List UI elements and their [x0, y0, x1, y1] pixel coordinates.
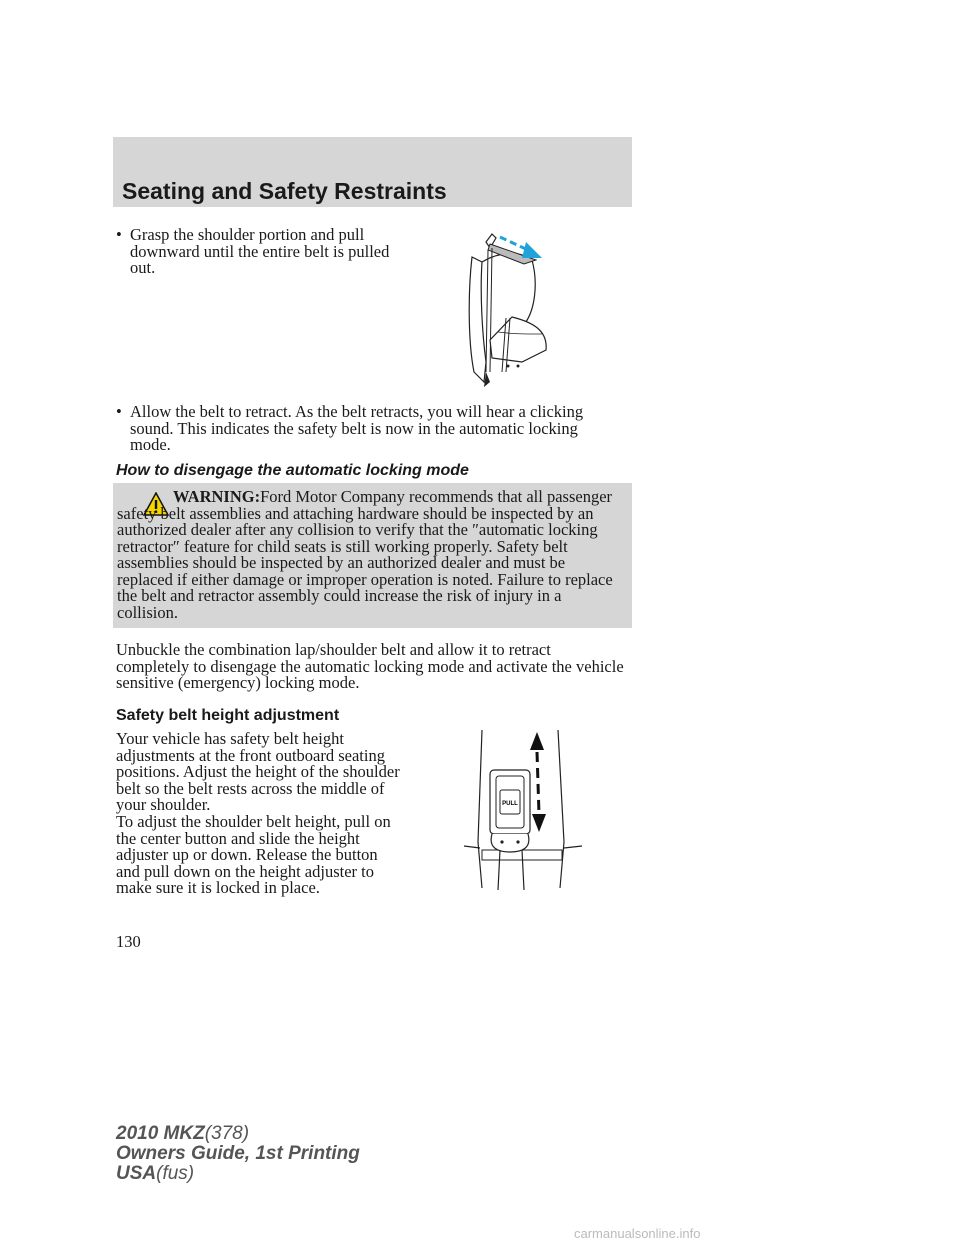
bullet-grasp-shoulder — [116, 227, 416, 277]
watermark: carmanualsonline.info — [574, 1226, 701, 1241]
footer-guide: Owners Guide, 1st Printing — [116, 1143, 360, 1164]
footer-market: USA — [116, 1163, 157, 1184]
warning-text — [117, 489, 622, 621]
seat-belt-pull-illustration — [462, 222, 552, 392]
height-adjuster-illustration — [460, 730, 584, 894]
bullet-symbol: • — [116, 402, 122, 421]
footer-model: 2010 MKZ — [116, 1123, 205, 1144]
subheading-disengage: How to disengage the automatic locking mode — [116, 462, 469, 479]
warning-box — [113, 483, 632, 628]
warning-label: WARNING: — [173, 487, 261, 506]
pull-button-label: PULL — [502, 801, 518, 807]
paragraph-how-to-adjust: To adjust the shoulder belt height, pull on the center button and slide the height adjuster up or down. Release the button and pull down on the height adjuster to make sure it is locked in place. — [116, 812, 391, 897]
bullet-symbol: • — [116, 225, 122, 244]
heading-height-adjustment: Safety belt height adjustment — [116, 707, 340, 724]
footer — [116, 1124, 360, 1184]
page-number: 130 — [116, 932, 141, 951]
paragraph-unbuckle: Unbuckle the combination lap/shoulder belt and allow it to retract completely to disengage the automatic locking mode and activate the vehicle sensitive (emergency) locking mode. — [116, 640, 624, 692]
paragraph-height-intro: Your vehicle has safety belt height adjustments at the front outboard seating positions. Adjust the height of the shoulder belt so the belt rests across the middle of your shoulder. — [116, 729, 400, 814]
warning-body: Ford Motor Company recommends that all passenger safety belt assemblies and attaching hardware should be inspected by an authorized dealer after any collision to verify that the ″automatic locking retractor″ feature for child seats is still working properly. Safety belt assemblies should be inspected by an authorized dealer and must be replaced if either damage or improper operation is noted. Failure to replace the belt and retractor assembly could increase the risk of injury in a collision. — [117, 487, 613, 622]
bullet-text: Allow the belt to retract. As the belt retracts, you will hear a clicking sound. This indicates the safety belt is now in the automatic locking mode. — [130, 402, 584, 454]
bullet-text: Grasp the shoulder portion and pull downward until the entire belt is pulled out. — [130, 225, 390, 277]
section-title: Seating and Safety Restraints — [122, 178, 447, 204]
footer-code: (378) — [204, 1123, 250, 1144]
bullet-allow-retract — [116, 404, 622, 454]
footer-market-code: (fus) — [156, 1163, 195, 1184]
